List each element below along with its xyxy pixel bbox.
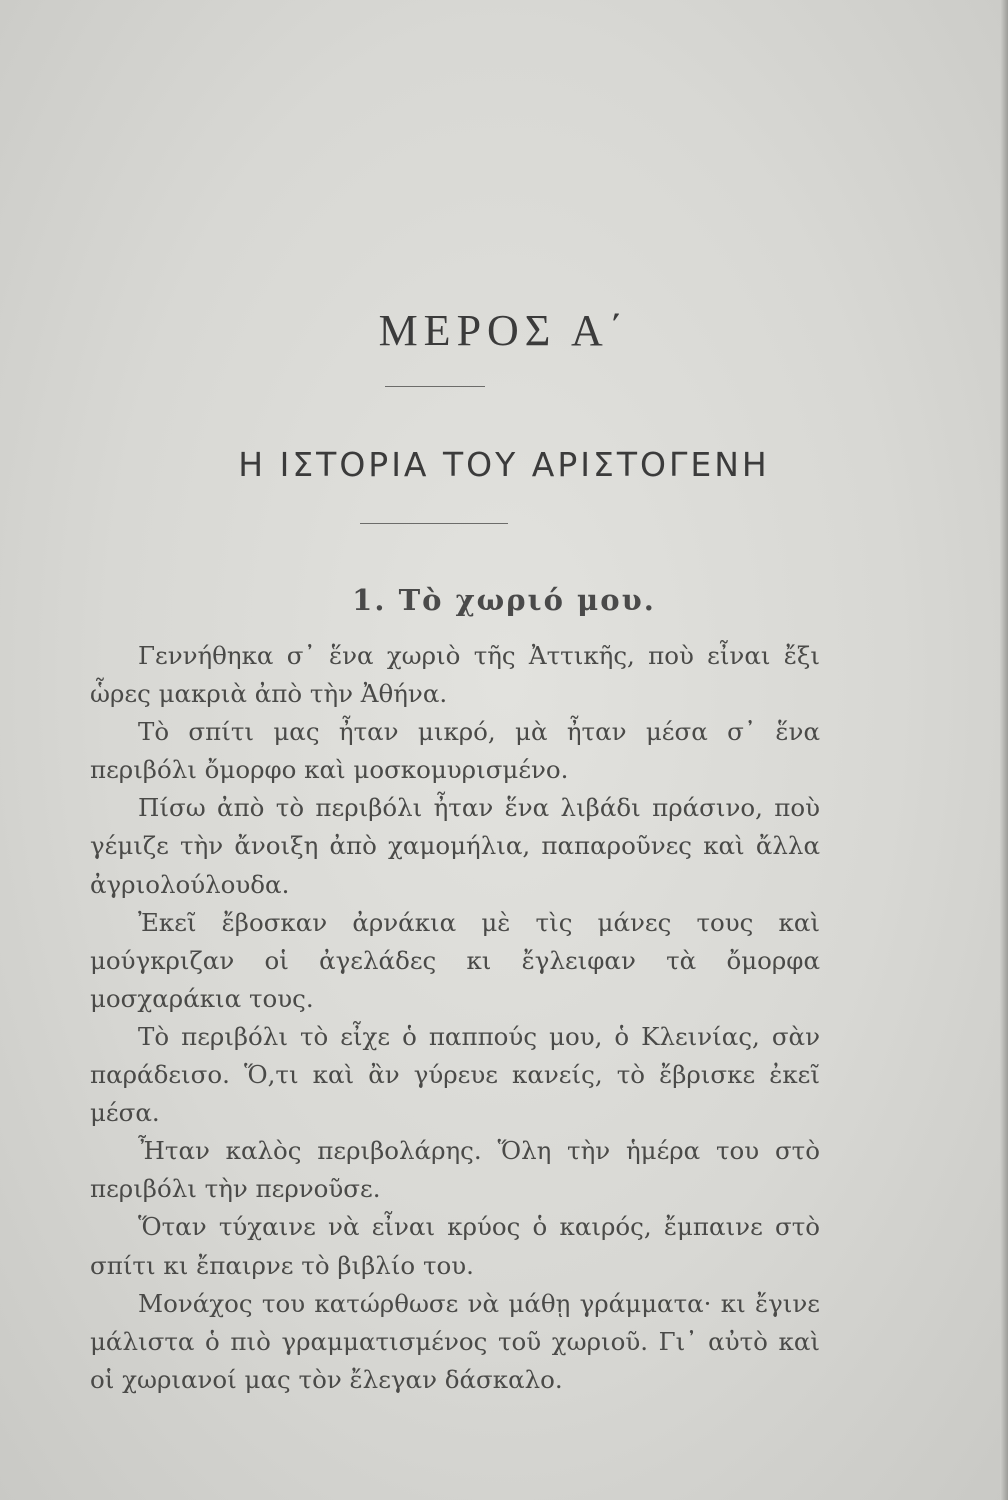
part-title: ΜΕΡΟΣ Α΄ [378, 306, 630, 355]
paragraph: Ὅταν τύχαινε νὰ εἶναι κρύος ὁ καιρός, ἔμπαινε στὸ σπίτι κι ἔπαιρνε τὸ βιβλίο του. [90, 1212, 820, 1280]
title-divider-top [385, 386, 485, 387]
paragraph: Ἦταν καλὸς περιβολάρης. Ὅλη τὴν ἡμέρα του στὸ περιβόλι τὴν περνοῦσε. [90, 1136, 820, 1204]
paragraph: Ἐκεῖ ἔβοσκαν ἀρνάκια μὲ τὶς μάνες τους καὶ μούγκριζαν οἱ ἀγελάδες κι ἔγλειφαν τὰ ὄμορφα μοσχαράκια τους. [90, 907, 820, 1013]
chapter-number: 1. [352, 583, 387, 617]
chapter-title: Τὸ χωριό μου. [398, 583, 656, 617]
paragraph: Τὸ περιβόλι τὸ εἶχε ὁ παππούς μου, ὁ Κλεινίας, σὰν παράδεισο. Ὅ,τι καὶ ἂν γύρευε κανείς, τὸ ἔβρισκε ἐκεῖ μέσα. [90, 1021, 820, 1128]
paragraph: Μονάχος του κατώρθωσε νὰ μάθῃ γράμματα· κι ἔγινε μάλιστα ὁ πιὸ γραμματισμένος τοῦ χωριοῦ. Γι᾽ αὐτὸ καὶ οἱ χωριανοί μας τὸν ἔλεγαν δάσκαλο. [90, 1288, 820, 1394]
paragraph: Γεννήθηκα σ᾽ ἕνα χωριὸ τῆς Ἀττικῆς, ποὺ εἶναι ἔξι ὧρες μακριὰ ἀπὸ τὴν Ἀθήνα. [90, 641, 820, 709]
chapter-heading [0, 583, 1008, 617]
chapter-body [90, 637, 820, 1399]
paragraph: Πίσω ἀπὸ τὸ περιβόλι ἦταν ἕνα λιβάδι πράσινο, ποὺ γέμιζε τὴν ἄνοιξη ἀπὸ χαμομήλια, παπαροῦνες καὶ ἄλλα ἀγριολούλουδα. [90, 793, 820, 899]
page-edge-shadow [1000, 0, 1008, 1500]
title-divider-bottom [360, 523, 508, 524]
story-title: Η ΙΣΤΟΡΙΑ ΤΟΥ ΑΡΙΣΤΟΓΕΝΗ [238, 445, 770, 484]
paragraph: Τὸ σπίτι μας ἦταν μικρό, μὰ ἦταν μέσα σ᾽ ἕνα περιβόλι ὄμορφο καὶ μοσκομυρισμένο. [90, 717, 820, 785]
